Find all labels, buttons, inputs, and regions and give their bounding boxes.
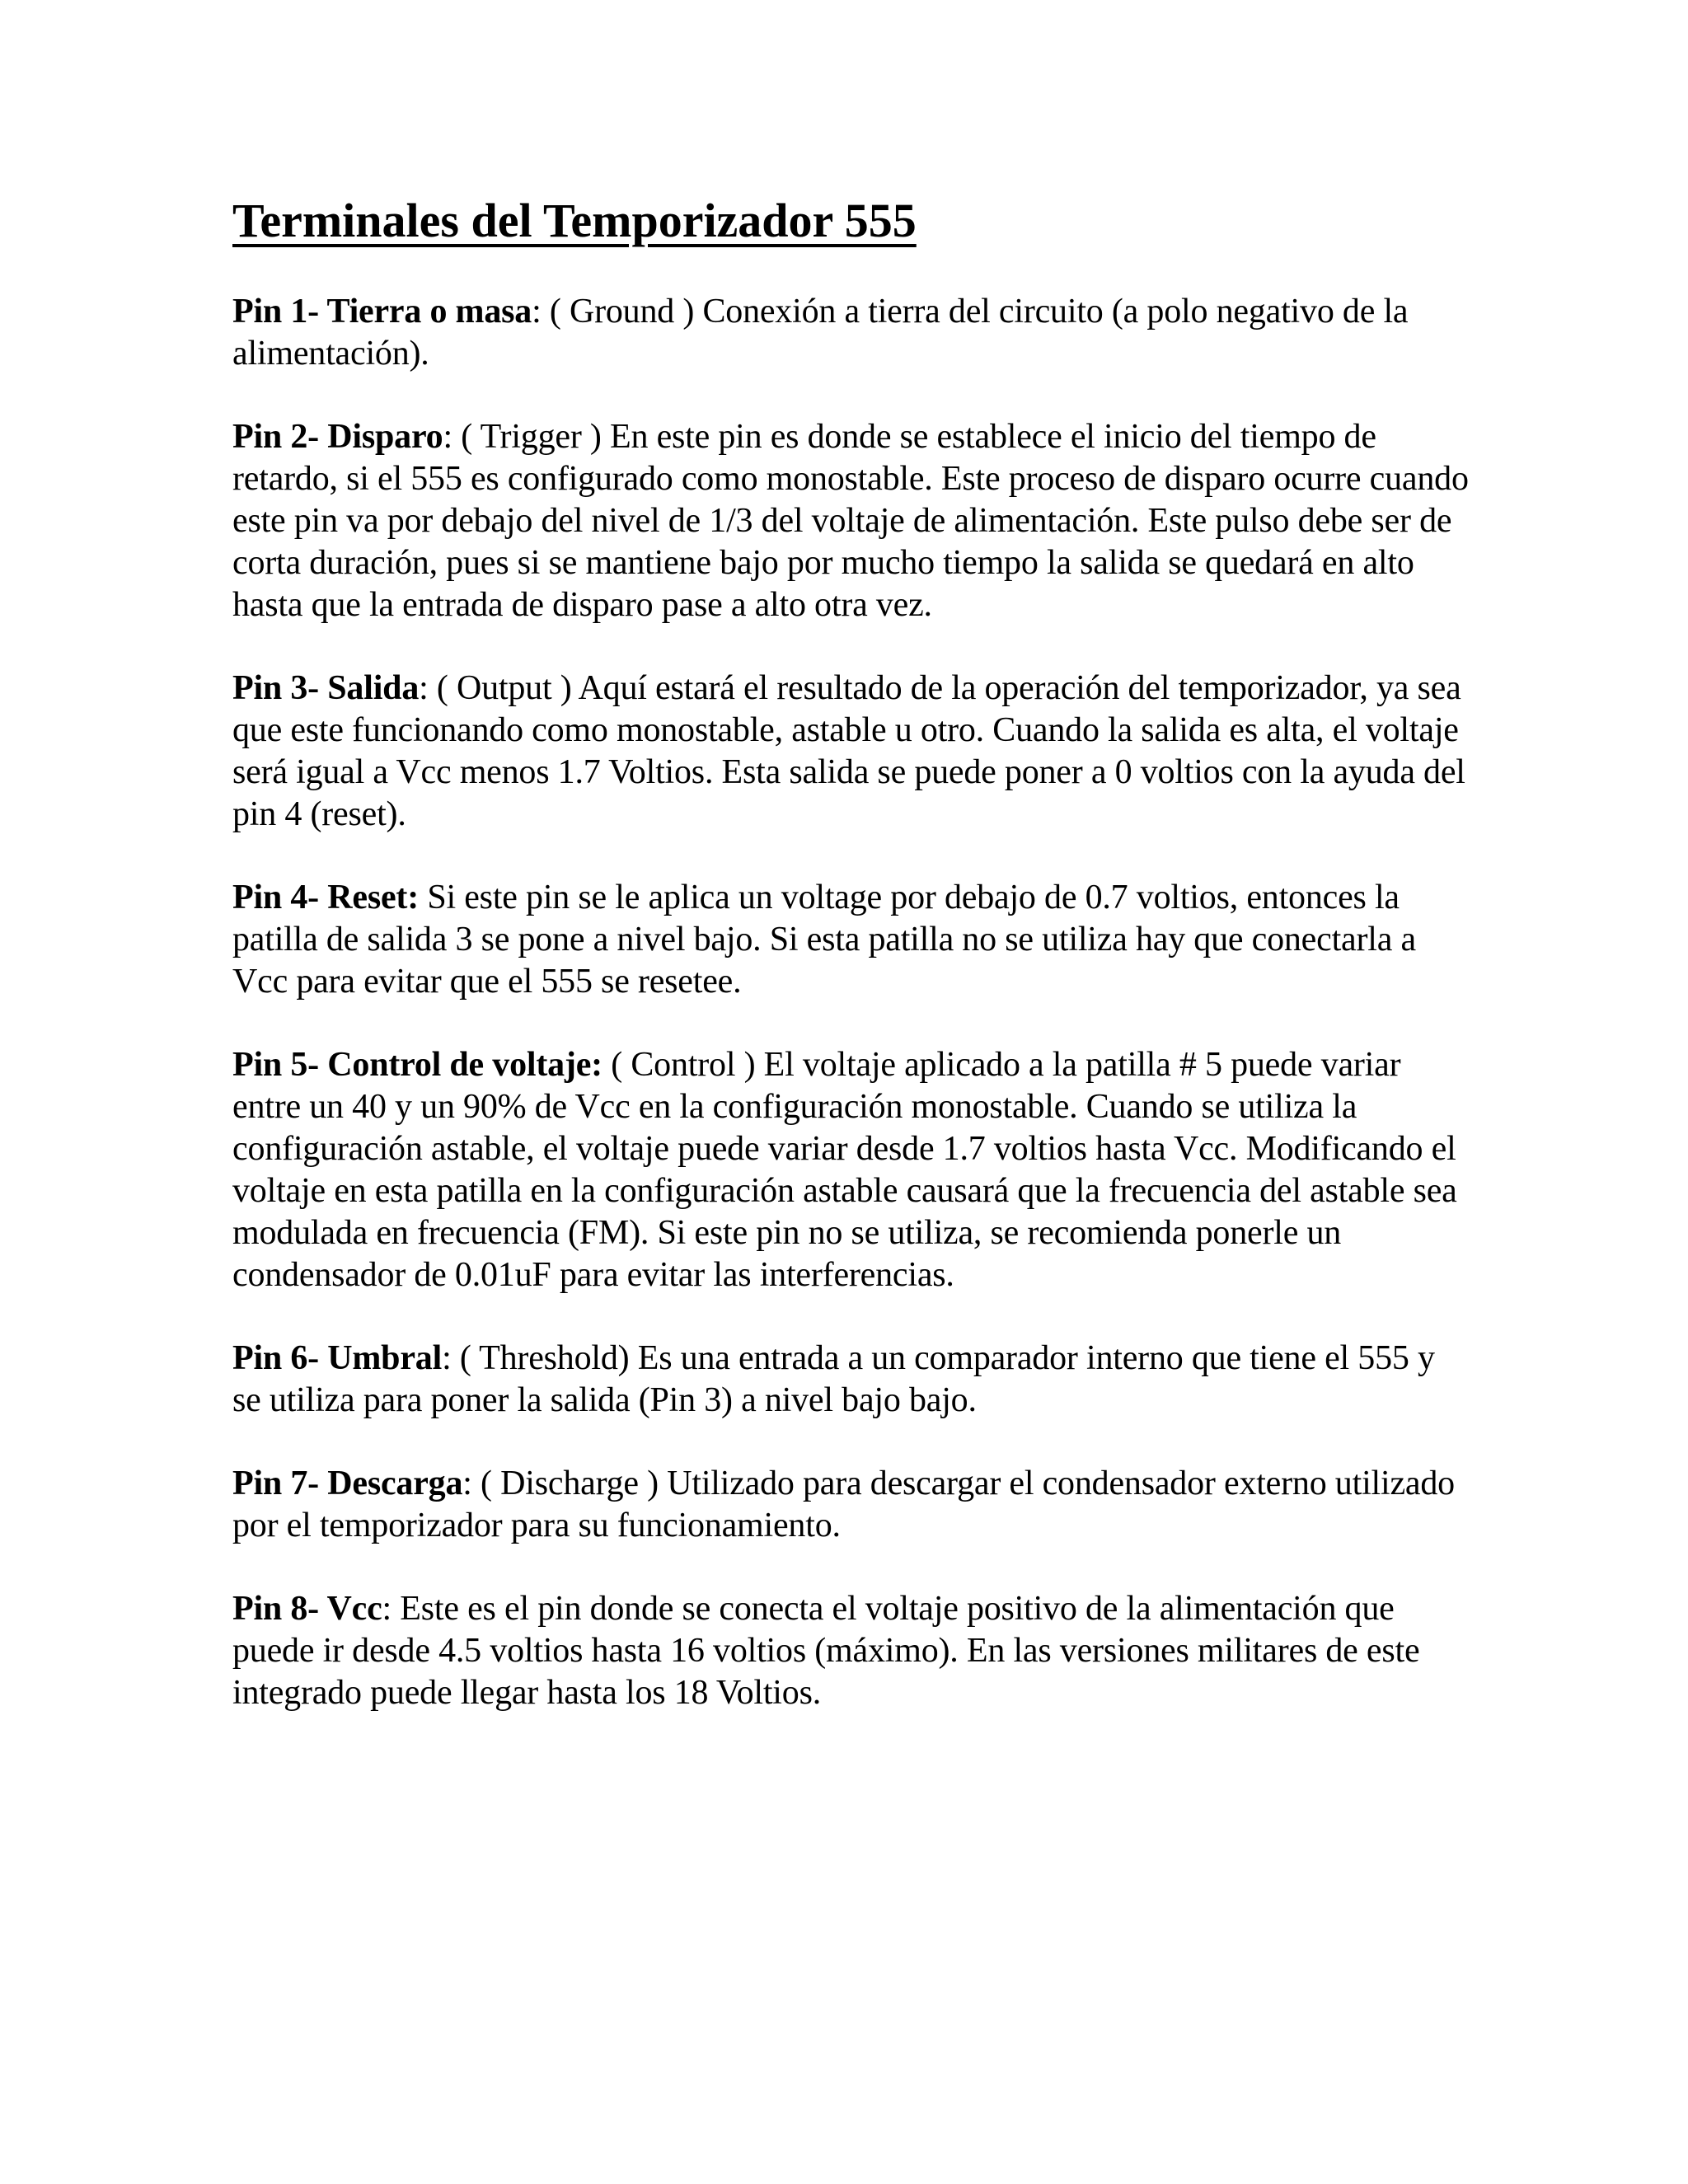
pin-6-paragraph [232, 1338, 1469, 1422]
pin-8-paragraph [232, 1588, 1469, 1714]
pin-5-label: Pin 5- Control de voltaje: [232, 1046, 603, 1084]
pin-1-description: : ( Ground ) Conexión a tierra del circuito (a polo negativo de la alimentación). [232, 293, 1409, 373]
pin-7-description: : ( Discharge ) Utilizado para descargar el condensador externo utilizado por el temporizador para su funcionamiento. [232, 1465, 1455, 1544]
pin-8-description: : Este es el pin donde se conecta el voltaje positivo de la alimentación que puede ir desde 4.5 voltios hasta 16 voltios (máximo). En las versiones militares de este integrado puede llegar hasta los 18 Voltios. [232, 1590, 1420, 1712]
pin-4-description: Si este pin se le aplica un voltage por debajo de 0.7 voltios, entonces la patilla de salida 3 se pone a nivel bajo. Si esta patilla no se utiliza hay que conectarla a Vcc para evitar que el 555 se resetee. [232, 879, 1416, 1001]
pin-4-label: Pin 4- Reset: [232, 879, 420, 916]
pin-4-paragraph [232, 877, 1469, 1003]
pin-2-description: : ( Trigger ) En este pin es donde se establece el inicio del tiempo de retardo, si el 555 es configurado como monostable. Este proceso de disparo ocurre cuando este pin va por debajo del nivel de 1/3 del voltaje de alimentación. Este pulso debe ser de corta duración, pues si se mantiene bajo por mucho tiempo la salida se quedará en alto hasta que la entrada de disparo pase a alto otra vez. [232, 418, 1469, 624]
pin-5-paragraph [232, 1044, 1469, 1296]
pin-2-label: Pin 2- Disparo [232, 418, 443, 456]
pin-8-label: Pin 8- Vcc [232, 1590, 382, 1628]
pin-3-label: Pin 3- Salida [232, 669, 420, 707]
pin-1-paragraph [232, 291, 1469, 375]
page-title: Terminales del Temporizador 555 [232, 194, 917, 247]
pin-7-paragraph [232, 1463, 1469, 1547]
pin-3-paragraph [232, 668, 1469, 836]
pin-5-description: ( Control ) El voltaje aplicado a la patilla # 5 puede variar entre un 40 y un 90% de Vcc en la configuración monostable. Cuando se utiliza la configuración astable, el voltaje puede variar desde 1.7 voltios hasta Vcc. Modificando el voltaje en esta patilla en la configuración astable causará que la frecuencia del astable sea modulada en frecuencia (FM). Si este pin no se utiliza, se recomienda ponerle un condensador de 0.01uF para evitar las interferencias. [232, 1046, 1457, 1294]
document-page [232, 185, 1469, 1755]
pin-6-description: : ( Threshold) Es una entrada a un comparador interno que tiene el 555 y se utiliza para poner la salida (Pin 3) a nivel bajo bajo. [232, 1339, 1435, 1419]
pin-3-description: : ( Output ) Aquí estará el resultado de la operación del temporizador, ya sea que este funcionando como monostable, astable u otro. Cuando la salida es alta, el voltaje será igual a Vcc menos 1.7 Voltios. Esta salida se puede poner a 0 voltios con la ayuda del pin 4 (reset). [232, 669, 1465, 833]
pin-7-label: Pin 7- Descarga [232, 1465, 463, 1502]
pin-2-paragraph [232, 416, 1469, 626]
pin-1-label: Pin 1- Tierra o masa [232, 293, 532, 330]
pin-6-label: Pin 6- Umbral [232, 1339, 443, 1377]
